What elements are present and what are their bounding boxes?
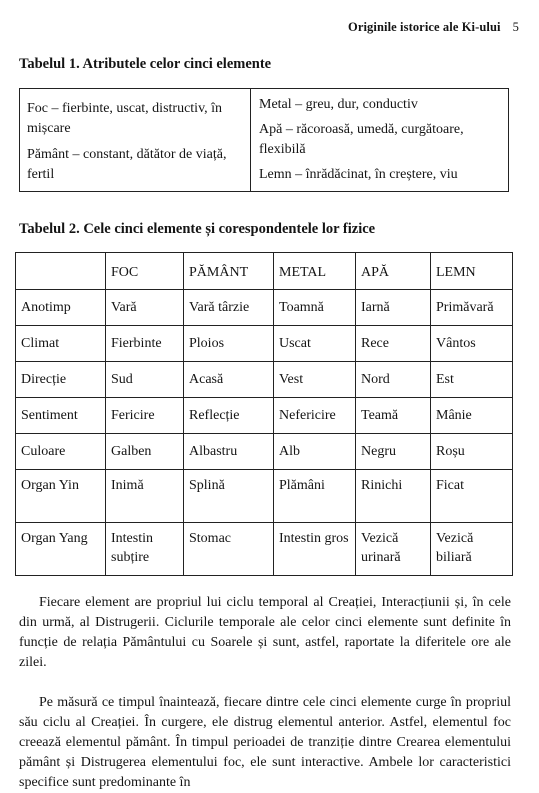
table1-right-column xyxy=(251,89,508,191)
table-cell: Roșu xyxy=(431,434,513,470)
table-cell: Nefericire xyxy=(274,398,356,434)
table-cell: Vântos xyxy=(431,326,513,362)
table-row xyxy=(16,362,513,398)
row-label: Climat xyxy=(16,326,106,362)
table-cell: Ficat xyxy=(431,470,513,523)
table1-caption: Tabelul 1. Atributele celor cinci elemente xyxy=(19,56,272,72)
table1-entry-lemn: Lemn – înrădăcinat, în creștere, viu xyxy=(259,167,458,182)
table-cell: Toamnă xyxy=(274,290,356,326)
table-cell: Iarnă xyxy=(356,290,431,326)
table-cell: Vară târzie xyxy=(184,290,274,326)
table1-entry-apa: Apă – răcoroasă, umedă, curgătoare, flexibilă xyxy=(259,122,464,157)
table-cell: Fierbinte xyxy=(106,326,184,362)
body-paragraph-1: Fiecare element are propriul lui ciclu temporal al Creației, Interacțiunii și, în cele din urmă, al Distrugerii. Ciclurile temporale ale celor cinci elemente sunt definite în funcție de relația Pământului cu Soarele și sunt, astfel, raportate la diferitele ore ale zilei. xyxy=(19,595,511,670)
table-cell: Intestin gros xyxy=(274,523,356,576)
table1-element-attributes xyxy=(19,88,509,192)
table-cell: Vezică urinară xyxy=(356,523,431,576)
table-row xyxy=(16,434,513,470)
row-label: Anotimp xyxy=(16,290,106,326)
table-cell: Galben xyxy=(106,434,184,470)
table-row xyxy=(16,290,513,326)
table1-entry-pamant: Pământ – constant, dătător de viață, fertil xyxy=(27,147,227,182)
table-row xyxy=(16,470,513,523)
header-cell-lemn: LEMN xyxy=(431,253,513,290)
row-label: Direcție xyxy=(16,362,106,398)
table-cell: Uscat xyxy=(274,326,356,362)
table-cell: Plămâni xyxy=(274,470,356,523)
table-cell: Primăvară xyxy=(431,290,513,326)
table-cell: Vezică biliară xyxy=(431,523,513,576)
table-cell: Rece xyxy=(356,326,431,362)
chapter-title: Originile istorice ale Ki-ului xyxy=(348,20,501,34)
table-cell: Acasă xyxy=(184,362,274,398)
table-cell: Vară xyxy=(106,290,184,326)
row-label: Sentiment xyxy=(16,398,106,434)
table-cell: Intestin subțire xyxy=(106,523,184,576)
table1-entry-foc: Foc – fierbinte, uscat, distructiv, în mișcare xyxy=(27,101,223,136)
table-cell: Reflecție xyxy=(184,398,274,434)
page-number: 5 xyxy=(512,20,519,34)
table-cell: Sud xyxy=(106,362,184,398)
table-cell: Albastru xyxy=(184,434,274,470)
table-row xyxy=(16,398,513,434)
table-row xyxy=(16,523,513,576)
table-cell: Inimă xyxy=(106,470,184,523)
header-cell-foc: FOC xyxy=(106,253,184,290)
table-cell: Vest xyxy=(274,362,356,398)
table-cell: Mânie xyxy=(431,398,513,434)
table-cell: Negru xyxy=(356,434,431,470)
row-label: Organ Yin xyxy=(16,470,106,523)
table-cell: Rinichi xyxy=(356,470,431,523)
table-row xyxy=(16,326,513,362)
table2-correspondences xyxy=(15,252,513,576)
header-cell-empty xyxy=(16,253,106,290)
body-paragraph-2: Pe măsură ce timpul înaintează, fiecare dintre cele cinci elemente curge în propriul său ciclu al Creației. În curgere, ele distrug elementul anterior. Astfel, elementul foc creează elementul pământ. În timpul perioadei de tranziție dintre Crearea elementului pământ și Distrugerea elementului foc, ele sunt interactive. Ambele lor caracteristici specifice sunt predominante în xyxy=(19,695,511,790)
table-cell: Ploios xyxy=(184,326,274,362)
header-cell-metal: METAL xyxy=(274,253,356,290)
row-label: Organ Yang xyxy=(16,523,106,576)
table1-left-column xyxy=(20,89,251,191)
table-cell: Splină xyxy=(184,470,274,523)
table-cell: Alb xyxy=(274,434,356,470)
table-cell: Est xyxy=(431,362,513,398)
header-cell-apa: APĂ xyxy=(356,253,431,290)
running-header xyxy=(348,20,519,35)
table-header-row xyxy=(16,253,513,290)
table-cell: Nord xyxy=(356,362,431,398)
row-label: Culoare xyxy=(16,434,106,470)
header-cell-pamant: PĂMÂNT xyxy=(184,253,274,290)
table2-caption: Tabelul 2. Cele cinci elemente și corespondentele lor fizice xyxy=(19,221,376,237)
table1-entry-metal: Metal – greu, dur, conductiv xyxy=(259,97,418,112)
table-cell: Teamă xyxy=(356,398,431,434)
table-cell: Stomac xyxy=(184,523,274,576)
table-cell: Fericire xyxy=(106,398,184,434)
